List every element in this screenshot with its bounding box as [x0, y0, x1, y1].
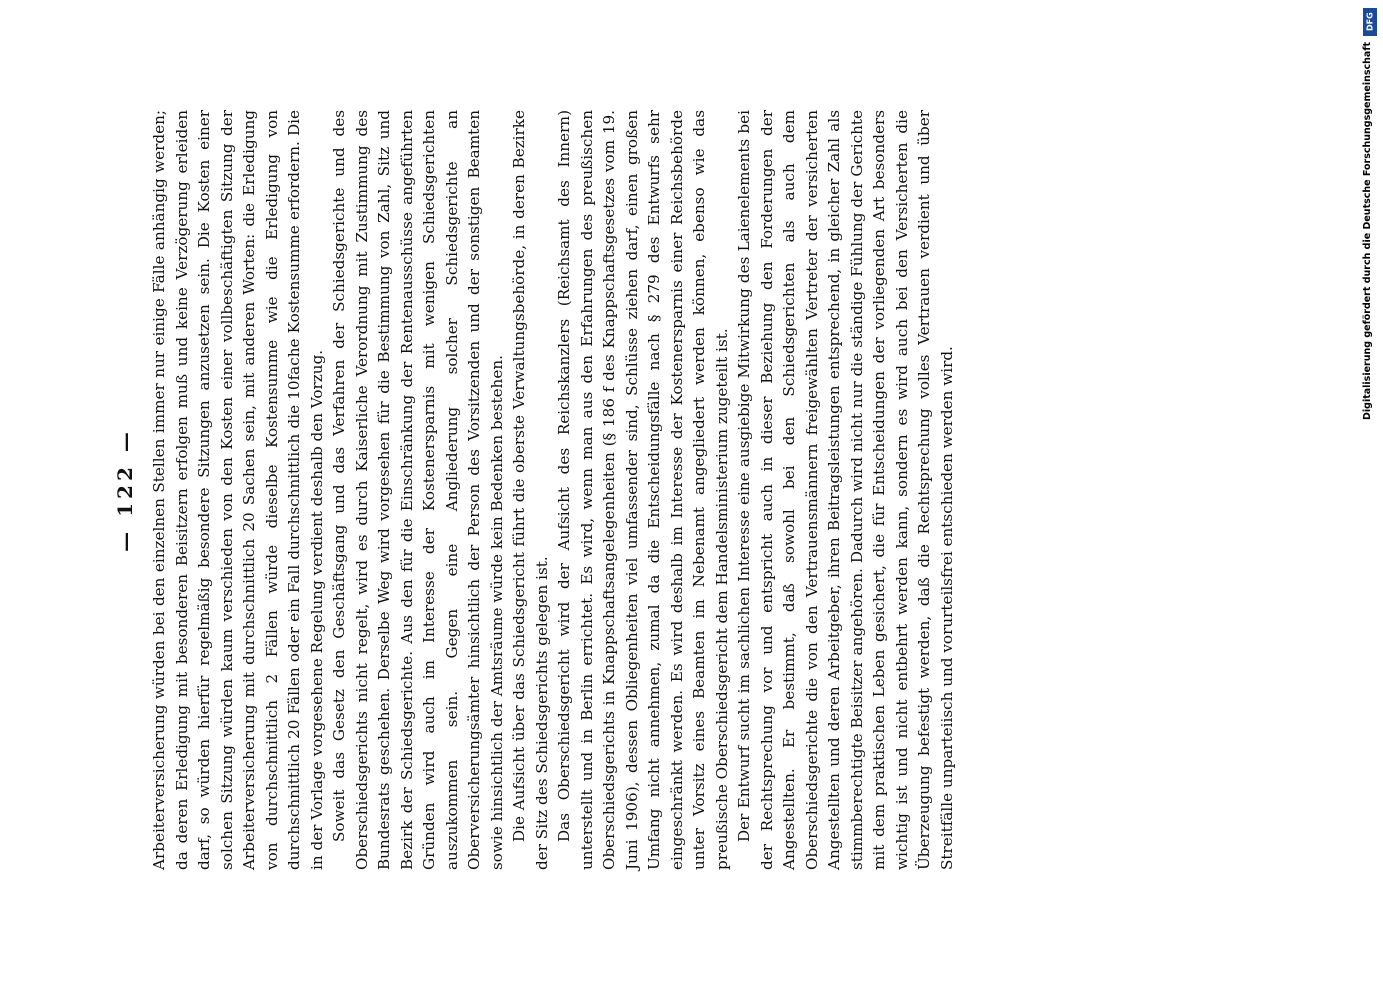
digitization-credit: Digitalisierung gefördert durch die Deutsche Forschungsgemeinschaft — [1362, 42, 1373, 420]
paragraph-2: Soweit das Gesetz den Geschäftsgang und das Verfahren der Schiedsgerichte und des Oberschiedsgerichts nicht regelt, wird es durch Kaiserliche Verordnung mit Zustimmung des Bundesrats geschehen. Derselbe Weg wird vorgesehen für die Bestimmung von Zahl, Sitz und Bezirk der Schiedsgerichte. Aus den für die Einschränkung der Rentenausschüsse angeführten Gründen wird auch im Interesse der Kostenersparnis mit wenigen Schiedsgerichten auszukommen sein. Gegen eine Angliederung solcher Schiedsgerichte an Oberversicherungsämter hinsichtlich der Person des Vorsitzenden und der sonstigen Beamten sowie hinsichtlich der Amtsräume würde kein Bedenken bestehen. — [330, 110, 506, 870]
paragraph-1: Arbeiterversicherung würden bei den einzelnen Stellen immer nur einige Fälle anhängig werden; da deren Erledigung mit besonderen Beisitzern erfolgen muß und keine Verzögerung erleiden darf, so würden hierfür regelmäßig besondere Sitzungen anzusetzen sein. Die Kosten einer solchen Sitzung würden kaum verschieden von den Kosten einer vollbeschäftigten Sitzung der Arbeiterversicherung mit durchschnittlich 20 Sachen sein, mit anderen Worten: die Erledigung von durchschnittlich 2 Fällen würde dieselbe Kostensumme wie die Erledigung von durchschnittlich 20 Fällen oder ein Fall durchschnittlich die 10fache Kostensumme erfordern. Die in der Vorlage vorgesehene Regelung verdient deshalb den Vorzug. — [150, 110, 326, 870]
dfg-logo-icon: DFG — [1363, 8, 1377, 36]
digitization-sidebar — [1361, 8, 1381, 420]
body-text — [148, 110, 958, 870]
paragraph-3: Die Aufsicht über das Schiedsgericht führt die oberste Verwaltungsbehörde, in deren Bezirke der Sitz des Schiedsgerichts gelegen ist. — [510, 110, 551, 870]
rotated-text-block — [113, 110, 1113, 870]
page-number: — 122 — — [113, 428, 137, 552]
paragraph-5: Der Entwurf sucht im sachlichen Interesse eine ausgiebige Mitwirkung des Laienelements bei der Rechtsprechung vor und entspricht auch in dieser Beziehung den Forderungen der Angestellten. Er bestimmt, daß sowohl bei den Schiedsgerichten als auch dem Oberschiedsgerichte die von den Vertrauensmännern freigewählten Vertreter der versicherten Angestellten und deren Arbeitgeber, ihren Beitragsleistungen entsprechend, in gleicher Zahl als stimmberechtigte Beisitzer angehören. Dadurch wird nicht nur die ständige Fühlung der Gerichte mit dem praktischen Leben gesichert, die für Entscheidungen der vorliegenden Art besonders wichtig ist und nicht entbehrt werden kann, sondern es wird auch bei den Versicherten die Überzeugung befestigt werden, daß die Rechtsprechung volles Vertrauen verdient und über Streitfälle unparteiisch und vorurteilsfrei entschieden werden wird. — [735, 110, 956, 870]
paragraph-4: Das Oberschiedsgericht wird der Aufsicht des Reichskanzlers (Reichsamt des Innern) unterstellt und in Berlin errichtet. Es wird, wenn man aus den Erfahrungen des preußischen Oberschiedsgerichts in Knappschaftsangelegenheiten (§ 186 f des Knappschaftsgesetzes vom 19. Juni 1906), dessen Obliegenheiten viel umfassender sind, Schlüsse ziehen darf, einen großen Umfang nicht annehmen, zumal da die Entscheidungsfälle nach § 279 des Entwurfs sehr eingeschränkt werden. Es wird deshalb im Interesse der Kostenersparnis einer Reichsbehörde unter Vorsitz eines Beamten im Nebenamt angegliedert werden können, ebenso wie das preußische Oberschiedsgericht dem Handelsministerium zugeteilt ist. — [555, 110, 731, 870]
